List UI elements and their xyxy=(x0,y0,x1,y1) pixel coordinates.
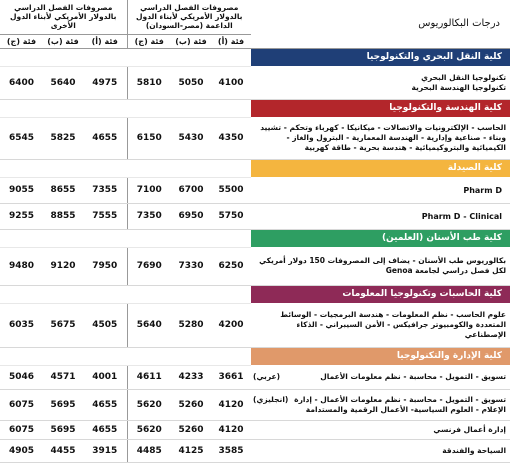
section-spacer xyxy=(211,48,251,66)
program-description xyxy=(251,365,510,389)
fee-cell: 5640 xyxy=(43,66,83,99)
section-spacer xyxy=(0,347,43,365)
program-description xyxy=(251,303,510,347)
fee-cell: 8855 xyxy=(43,203,83,229)
fee-cell: 6400 xyxy=(0,66,43,99)
fee-cell: 4125 xyxy=(171,439,211,462)
fee-cell: 7350 xyxy=(127,203,171,229)
section-header: كلية الصيدلة xyxy=(251,159,510,177)
program-text: علوم الحاسب - نظم المعلومات - هندسة البرمجيات - الوسائط المتعددة والكومبيوتر جرافيكس - الأمن السيبراني - الذكاء الإصطناعي xyxy=(280,310,507,339)
section-spacer xyxy=(83,48,127,66)
fee-cell: 7100 xyxy=(127,177,171,203)
program-text: تكنولوجيا النقل البحري تكنولوجيا الهندسة البحرية xyxy=(411,72,507,92)
header-cat-c: فئة (ج) xyxy=(127,34,171,48)
section-spacer xyxy=(43,285,83,303)
section-spacer xyxy=(171,48,211,66)
fee-cell: 4485 xyxy=(127,439,171,462)
section-spacer xyxy=(43,229,83,247)
section-header: كلية النقل البحري والتكنولوجيا xyxy=(251,48,510,66)
fee-cell: 4120 xyxy=(211,420,251,439)
section-spacer xyxy=(211,285,251,303)
section-spacer xyxy=(171,99,211,117)
section-spacer xyxy=(0,99,43,117)
fee-cell: 5050 xyxy=(171,66,211,99)
program-text: إدارة أعمال فرنسي xyxy=(433,424,507,434)
section-spacer xyxy=(83,285,127,303)
header-title: درجات البكالوريوس xyxy=(251,0,510,48)
header-cat-b: فئة (ب) xyxy=(43,34,83,48)
section-spacer xyxy=(43,159,83,177)
section-spacer xyxy=(83,347,127,365)
section-spacer xyxy=(0,229,43,247)
header-cat-b: فئة (ب) xyxy=(171,34,211,48)
fee-cell: 6075 xyxy=(0,420,43,439)
section-spacer xyxy=(43,48,83,66)
section-spacer xyxy=(171,347,211,365)
program-description xyxy=(251,177,510,203)
fee-cell: 5500 xyxy=(211,177,251,203)
language-tag: (انجليزي) xyxy=(253,394,289,404)
header-cat-c: فئة (ج) xyxy=(0,34,43,48)
fee-cell: 3915 xyxy=(83,439,127,462)
section-spacer xyxy=(83,229,127,247)
program-description xyxy=(251,117,510,159)
fee-cell: 6035 xyxy=(0,303,43,347)
fee-cell: 4455 xyxy=(43,439,83,462)
header-cat-a: فئة (أ) xyxy=(83,34,127,48)
section-header: كلية طب الأسنان (العلمين) xyxy=(251,229,510,247)
fee-cell: 5695 xyxy=(43,389,83,420)
program-text: تسويق - التمويل - محاسبة - نظم معلومات الأعمال xyxy=(320,372,507,381)
section-spacer xyxy=(127,48,171,66)
fee-cell: 5695 xyxy=(43,420,83,439)
fee-cell: 9055 xyxy=(0,177,43,203)
section-spacer xyxy=(83,159,127,177)
section-spacer xyxy=(0,48,43,66)
fee-cell: 5620 xyxy=(127,389,171,420)
fee-cell: 4905 xyxy=(0,439,43,462)
section-spacer xyxy=(211,159,251,177)
fee-cell: 4001 xyxy=(83,365,127,389)
fee-cell: 4350 xyxy=(211,117,251,159)
fee-cell: 5046 xyxy=(0,365,43,389)
fee-cell: 9255 xyxy=(0,203,43,229)
section-spacer xyxy=(127,347,171,365)
fee-cell: 4571 xyxy=(43,365,83,389)
header-fees-supported: مصروفات الفصل الدراسي بالدولار الأمريكي لأبناء الدول الداعمة (مصر-السودان) xyxy=(127,0,251,34)
section-spacer xyxy=(0,285,43,303)
fee-cell: 5640 xyxy=(127,303,171,347)
fee-cell: 6950 xyxy=(171,203,211,229)
program-text: تسويق - التمويل - محاسبة - نظم معلومات الأعمال - إدارة الإعلام - العلوم السياسية- الأعمال الرقمية والمستدامة xyxy=(294,394,507,414)
fee-cell: 6700 xyxy=(171,177,211,203)
section-spacer xyxy=(171,285,211,303)
fee-cell: 4505 xyxy=(83,303,127,347)
fee-cell: 5430 xyxy=(171,117,211,159)
fee-cell: 6075 xyxy=(0,389,43,420)
fee-cell: 4611 xyxy=(127,365,171,389)
fee-cell: 9120 xyxy=(43,247,83,285)
section-spacer xyxy=(127,229,171,247)
fee-cell: 6150 xyxy=(127,117,171,159)
program-text: الحاسب - الإلكترونيات والاتصالات - ميكانيكا - كهرباء وتحكم - تشييد وبناء - صناعية وإدارية - الهندسة المعمارية - البترول والغاز - الكيميائية والبتروكيميائية - هندسة بحرية - طاقة كهربية xyxy=(260,123,507,152)
program-text: Pharm D - Clinical xyxy=(421,211,503,221)
section-spacer xyxy=(83,99,127,117)
fee-cell: 3585 xyxy=(211,439,251,462)
fee-cell: 8655 xyxy=(43,177,83,203)
fee-cell: 9480 xyxy=(0,247,43,285)
fee-cell: 6250 xyxy=(211,247,251,285)
fee-cell: 4655 xyxy=(83,420,127,439)
fee-cell: 5750 xyxy=(211,203,251,229)
program-description xyxy=(251,389,510,420)
fee-cell: 7330 xyxy=(171,247,211,285)
fee-cell: 5675 xyxy=(43,303,83,347)
section-spacer xyxy=(171,229,211,247)
section-spacer xyxy=(127,285,171,303)
fee-cell: 7950 xyxy=(83,247,127,285)
fee-cell: 4233 xyxy=(171,365,211,389)
fee-cell: 4100 xyxy=(211,66,251,99)
program-text: السياحة والفندقة xyxy=(442,445,507,455)
fee-cell: 5825 xyxy=(43,117,83,159)
program-text: بكالوريوس طب الأسنان - يضاف إلى المصروفات 150 دولار أمريكي لكل فصل دراسي لجامعة Genoa xyxy=(259,256,507,275)
section-spacer xyxy=(127,99,171,117)
section-spacer xyxy=(211,229,251,247)
section-spacer xyxy=(211,347,251,365)
fee-cell: 4655 xyxy=(83,389,127,420)
fee-cell: 4975 xyxy=(83,66,127,99)
program-description xyxy=(251,203,510,229)
fee-cell: 4120 xyxy=(211,389,251,420)
fee-cell: 7690 xyxy=(127,247,171,285)
fee-cell: 5280 xyxy=(171,303,211,347)
fee-cell: 7555 xyxy=(83,203,127,229)
section-header: كلية الحاسبات وتكنولوجيا المعلومات xyxy=(251,285,510,303)
section-header: كلية الإدارة والتكنولوجيا xyxy=(251,347,510,365)
fee-cell: 6545 xyxy=(0,117,43,159)
fee-cell: 5620 xyxy=(127,420,171,439)
section-spacer xyxy=(0,159,43,177)
header-cat-a: فئة (أ) xyxy=(211,34,251,48)
fee-cell: 4200 xyxy=(211,303,251,347)
program-text: Pharm D xyxy=(463,185,503,195)
fee-cell: 5810 xyxy=(127,66,171,99)
program-description xyxy=(251,66,510,99)
section-spacer xyxy=(43,99,83,117)
program-description xyxy=(251,439,510,462)
section-spacer xyxy=(43,347,83,365)
section-spacer xyxy=(171,159,211,177)
section-spacer xyxy=(211,99,251,117)
header-fees-other: مصروفات الفصل الدراسي بالدولار الأمريكي لأبناء الدول الأخرى xyxy=(0,0,127,34)
fee-cell: 5260 xyxy=(171,389,211,420)
fee-cell: 7355 xyxy=(83,177,127,203)
section-header: كلية الهندسة والتكنولوجيا xyxy=(251,99,510,117)
fee-cell: 5260 xyxy=(171,420,211,439)
fee-cell: 3661 xyxy=(211,365,251,389)
program-description xyxy=(251,420,510,439)
language-tag: (عربي) xyxy=(253,372,281,381)
fee-cell: 4655 xyxy=(83,117,127,159)
section-spacer xyxy=(127,159,171,177)
program-description xyxy=(251,247,510,285)
